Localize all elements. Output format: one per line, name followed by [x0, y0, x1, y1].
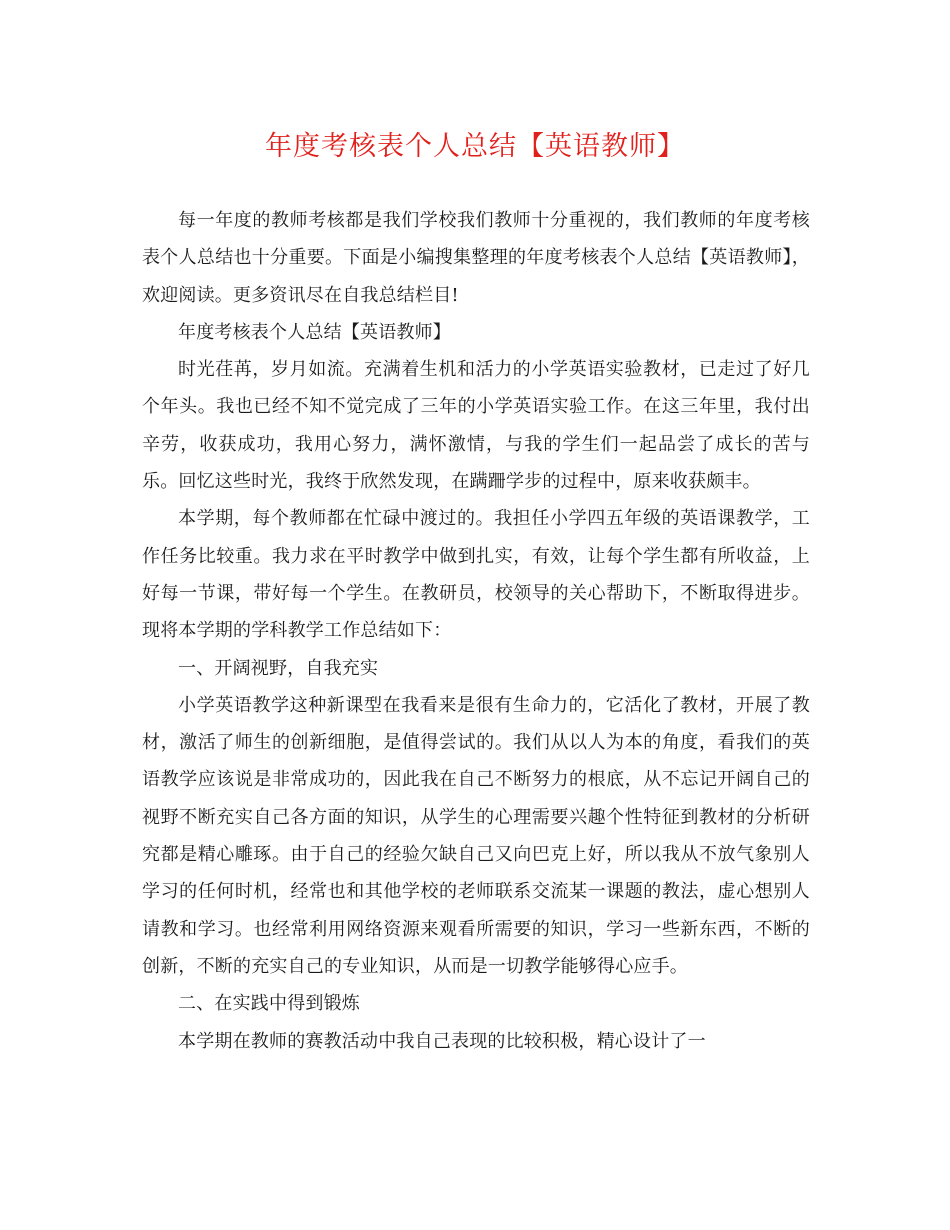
document-body	[142, 202, 810, 1060]
body-paragraph-3: 小学英语教学这种新课型在我看来是很有生命力的，它活化了教材，开展了教材，激活了师生的创新细胞，是值得尝试的。我们从以人为本的角度，看我们的英语教学应该说是非常成功的，因此我在自己不断努力的根底，从不忘记开阔自己的视野不断充实自己各方面的知识，从学生的心理需要兴趣个性特征到教材的分析研究都是精心雕琢。由于自己的经验欠缺自己又向巴克上好，所以我从不放气象别人学习的任何时机，经常也和其他学校的老师联系交流某一课题的教法，虚心想别人请教和学习。也经常利用网络资源来观看所需要的知识，学习一些新东西，不断的创新，不断的充实自己的专业知识，从而是一切教学能够得心应手。	[142, 694, 810, 977]
subtitle-line: 年度考核表个人总结【英语教师】	[178, 321, 451, 343]
intro-paragraph: 每一年度的教师考核都是我们学校我们教师十分重视的，我们教师的年度考核表个人总结也十分重要。下面是小编搜集整理的年度考核表个人总结【英语教师】，欢迎阅读。更多资讯尽在自我总结栏目!	[142, 210, 810, 306]
document-title: 年度考核表个人总结【英语教师】	[265, 131, 685, 162]
body-paragraph-4: 本学期在教师的赛教活动中我自己表现的比较积极，精心设计了一	[178, 1030, 706, 1052]
section-heading-2: 二、在实践中得到锻炼	[178, 993, 360, 1015]
section-heading-1: 一、开阔视野，自我充实	[178, 657, 379, 679]
body-paragraph-2: 本学期，每个教师都在忙碌中渡过的。我担任小学四五年级的英语课教学，工作任务比较重。我力求在平时教学中做到扎实，有效，让每个学生都有所收益，上好每一节课，带好每一个学生。在教研员，校领导的关心帮助下，不断取得进步。现将本学期的学科教学工作总结如下：	[142, 508, 810, 642]
body-paragraph-1: 时光荏苒，岁月如流。充满着生机和活力的小学英语实验教材，已走过了好几个年头。我也已经不知不觉完成了三年的小学英语实验工作。在这三年里，我付出辛劳，收获成功，我用心努力，满怀激情，与我的学生们一起品尝了成长的苦与乐。回忆这些时光，我终于欣然发现，在蹒跚学步的过程中，原来收获颇丰。	[142, 359, 810, 493]
